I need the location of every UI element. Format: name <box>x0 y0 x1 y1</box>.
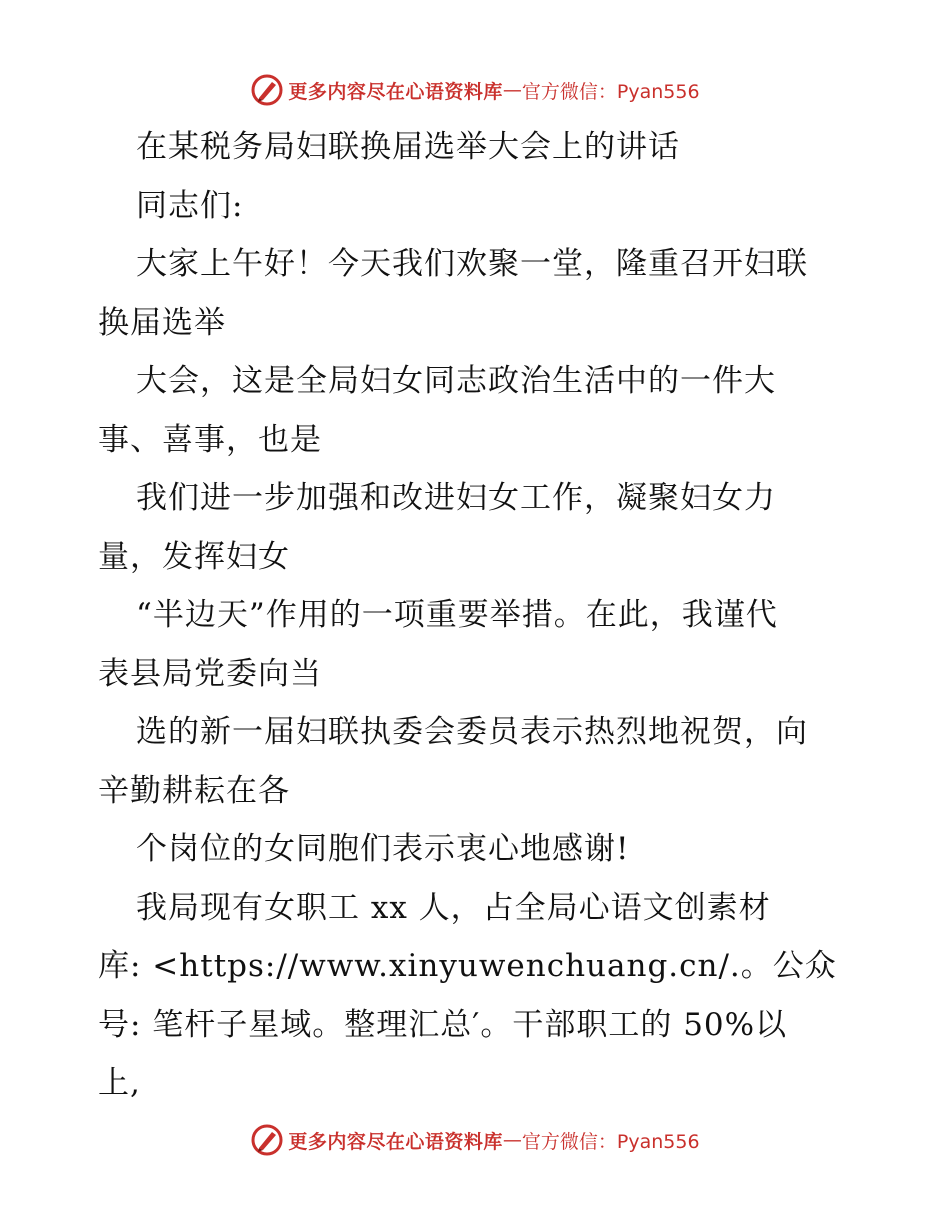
banner-wechat: 官方微信：Pyan556 <box>521 1130 700 1153</box>
paragraph-line: 大家上午好！今天我们欢聚一堂，隆重召开妇联 <box>136 246 808 282</box>
paragraph-line: 换届选举 <box>98 304 226 341</box>
paragraph-line: “半边天”作用的一项重要举措。在此，我谨代 <box>136 597 778 633</box>
footer-banner <box>0 1120 950 1160</box>
paragraph-line: 辛勤耕耘在各 <box>98 772 290 809</box>
salutation: 同志们: <box>136 187 244 224</box>
paragraph-line: 表县局党委向当 <box>98 655 322 692</box>
banner-text: 更多内容尽在心语资料库 <box>288 80 503 103</box>
banner-text: 更多内容尽在心语资料库 <box>288 1130 503 1153</box>
paragraph-line: 个岗位的女同胞们表示衷心地感谢! <box>136 831 630 867</box>
banner-wechat: 官方微信：Pyan556 <box>521 80 700 103</box>
paragraph-line: 上, <box>98 1065 141 1101</box>
paragraph-line: 事、喜事，也是 <box>98 421 322 458</box>
paragraph-line: 我们进一步加强和改进妇女工作，凝聚妇女力 <box>136 480 776 516</box>
paragraph-line: 选的新一届妇联执委会委员表示热烈地祝贺，向 <box>136 714 808 750</box>
document-title: 在某税务局妇联换届选举大会上的讲话 <box>136 129 680 165</box>
paragraph-line: 库: <https://www.xinyuwenchuang.cn/.。公众 <box>98 948 837 984</box>
paragraph-line: 号: 笔杆子星域。整理汇总′。干部职工的 50%以 <box>98 1006 788 1043</box>
banner-dash: — <box>502 1129 522 1151</box>
pen-circle-logo-icon <box>250 1123 284 1157</box>
paragraph-line: 我局现有女职工 xx 人，占全局心语文创素材 <box>136 889 771 926</box>
header-banner <box>0 70 950 110</box>
banner-dash: — <box>502 79 522 101</box>
document-body <box>98 118 858 1113</box>
pen-circle-logo-icon <box>250 73 284 107</box>
paragraph-line: 量，发挥妇女 <box>98 538 290 575</box>
paragraph-line: 大会，这是全局妇女同志政治生活中的一件大 <box>136 363 776 399</box>
